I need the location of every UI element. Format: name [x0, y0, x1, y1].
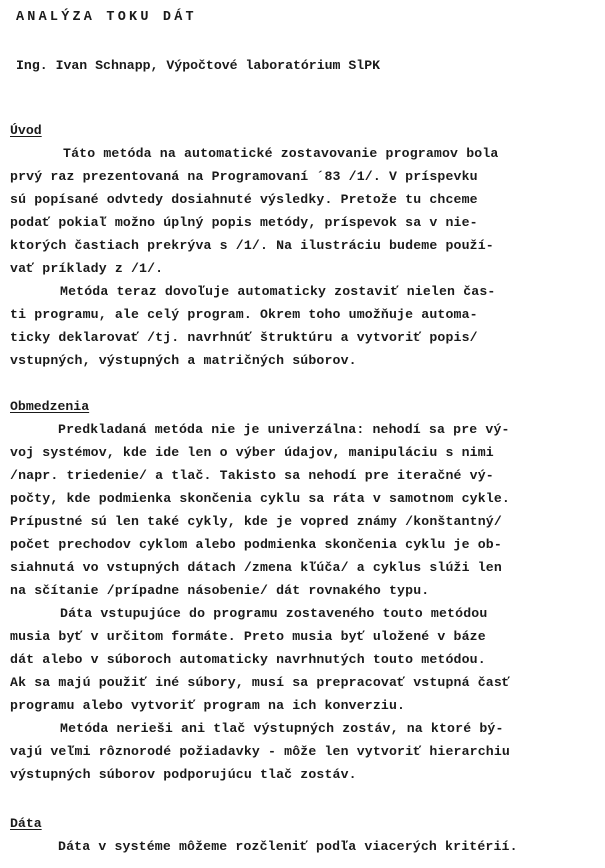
paragraph-line: /napr. triedenie/ a tlač. Takisto sa nehodí pre iteračné vý-: [10, 468, 494, 483]
paragraph-line: počty, kde podmienka skončenia cyklu sa ráta v samotnom cykle.: [10, 491, 510, 506]
paragraph-line: ti programu, ale celý program. Okrem toho umožňuje automa-: [10, 307, 478, 322]
document-title: ANALÝZA TOKU DÁT: [16, 10, 197, 25]
paragraph-line: ticky deklarovať /tj. navrhnúť štruktúru a vytvoriť popis/: [10, 330, 478, 345]
paragraph-line: musia byť v určitom formáte. Preto musia byť uložené v báze: [10, 629, 486, 644]
paragraph-line: sú popísané odvtedy dosiahnuté výsledky. Pretože tu chceme: [10, 192, 478, 207]
paragraph-line: dát alebo v súboroch automaticky navrhnutých touto metódou.: [10, 652, 486, 667]
paragraph-line: programu alebo vytvoriť program na ich konverziu.: [10, 698, 406, 713]
paragraph-line: Dáta v systéme môžeme rozčleniť podľa viacerých kritérií.: [58, 839, 518, 854]
document-author: Ing. Ivan Schnapp, Výpočtové laboratórium SlPK: [16, 58, 381, 73]
section-heading-uvod: Úvod: [10, 123, 42, 138]
paragraph-line: voj systémov, kde ide len o výber údajov, manipuláciu s nimi: [10, 445, 494, 460]
paragraph-line: ktorých častiach prekrýva s /1/. Na ilustráciu budeme použí-: [10, 238, 494, 253]
paragraph-line: Metóda teraz dovoľuje automaticky zostaviť nielen čas-: [60, 284, 496, 299]
paragraph-line: vajú veľmi rôznorodé požiadavky - môže len vytvoriť hierarchiu: [10, 744, 510, 759]
paragraph-line: podať pokiaľ možno úplný popis metódy, príspevok sa v nie-: [10, 215, 478, 230]
paragraph-line: Táto metóda na automatické zostavovanie programov bola: [63, 146, 499, 161]
section-heading-obmedzenia: Obmedzenia: [10, 399, 90, 414]
paragraph-line: počet prechodov cyklom alebo podmienka skončenia cyklu je ob-: [10, 537, 502, 552]
paragraph-line: na sčítanie /prípadne násobenie/ dát rovnakého typu.: [10, 583, 430, 598]
paragraph-line: výstupných súborov podporujúcu tlač zostáv.: [10, 767, 357, 782]
paragraph-line: Metóda nerieši ani tlač výstupných zostáv, na ktoré bý-: [60, 721, 504, 736]
paragraph-line: Prípustné sú len také cykly, kde je vopred známy /konštantný/: [10, 514, 502, 529]
paragraph-line: Ak sa majú použiť iné súbory, musí sa prepracovať vstupná časť: [10, 675, 510, 690]
paragraph-line: Predkladaná metóda nie je univerzálna: nehodí sa pre vý-: [58, 422, 510, 437]
paragraph-line: Dáta vstupujúce do programu zostaveného touto metódou: [60, 606, 488, 621]
paragraph-line: vať príklady z /1/.: [10, 261, 164, 276]
paragraph-line: prvý raz prezentovaná na Programovaní ´83 /1/. V príspevku: [10, 169, 478, 184]
paragraph-line: siahnutá vo vstupných dátach /zmena kľúča/ a cyklus slúži len: [10, 560, 502, 575]
paragraph-line: vstupných, výstupných a matričných súborov.: [10, 353, 357, 368]
section-heading-data: Dáta: [10, 816, 42, 831]
